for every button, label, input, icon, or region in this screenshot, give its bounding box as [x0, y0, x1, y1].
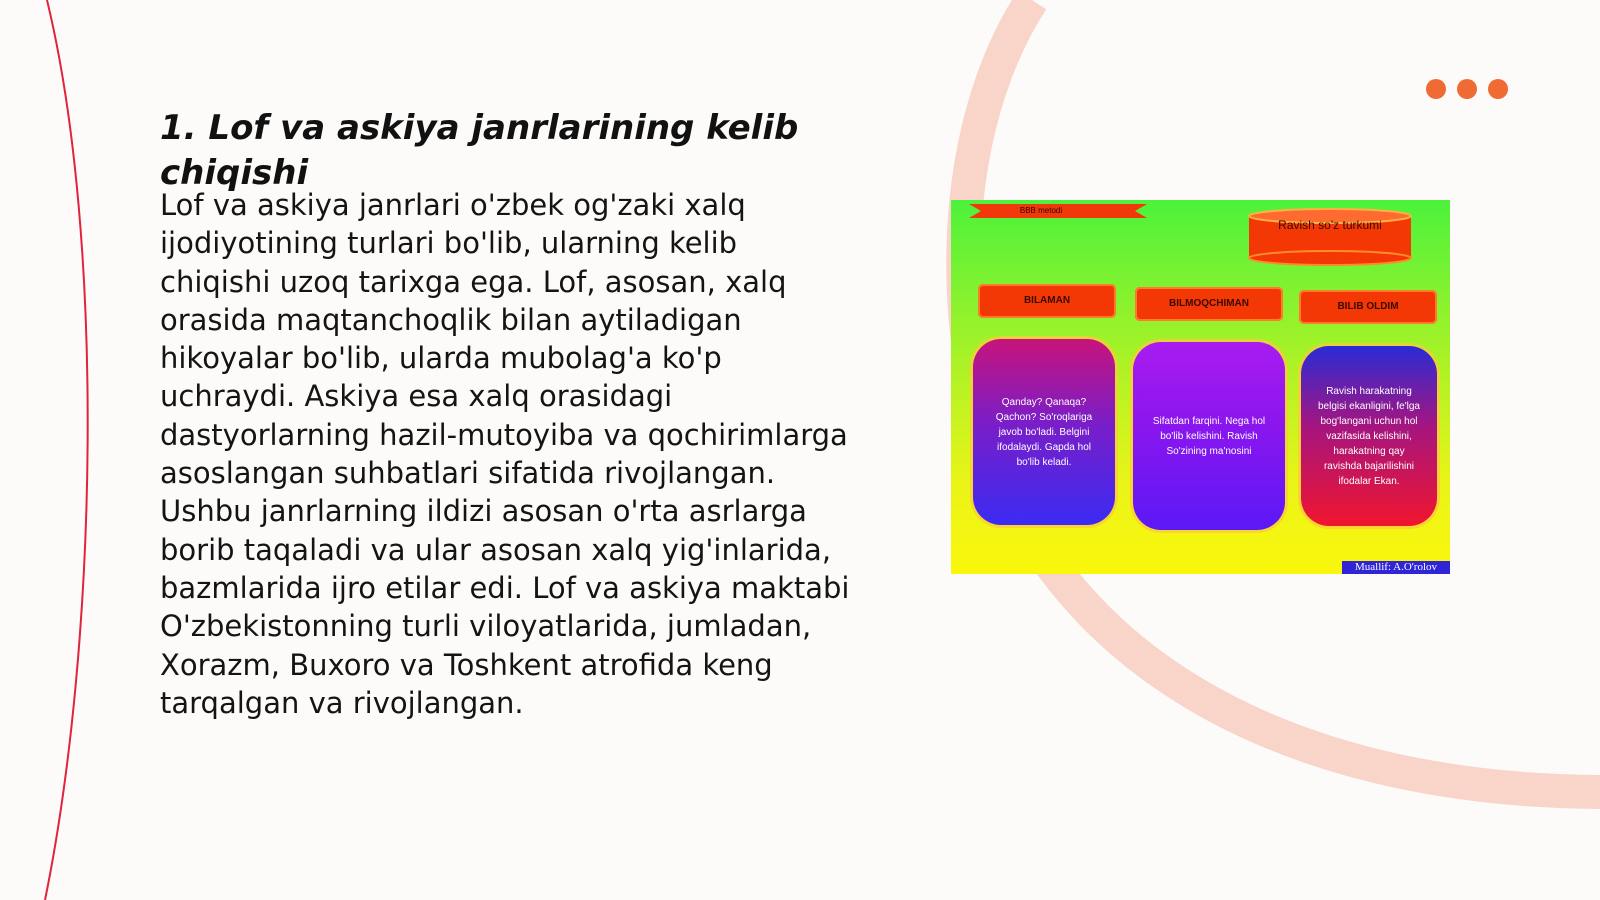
ribbon-label: BBB metodi	[1019, 206, 1063, 215]
dot-icon	[1457, 79, 1477, 99]
column-header-bilib-oldim: BILIB OLDIM	[1299, 290, 1437, 324]
slide-title: 1. Lof va askiya janrlarining kelib chiqishi	[160, 108, 799, 193]
column-header-bilmoqchiman: BILMOQCHIMAN	[1135, 287, 1283, 321]
decorative-dots	[1426, 79, 1508, 99]
dot-icon	[1426, 79, 1446, 99]
column-card-bilmoqchiman: Sifatdan farqini. Nega hol bo'lib kelishini. Ravish So'zining ma'nosini	[1133, 342, 1285, 530]
column-card-bilib-oldim: Ravish harakatning belgisi ekanligini, fe'lga bog'langani uchun hol vazifasida kelishini, harakatning qay ravishda bajarilishini ifodalar Ekan.	[1301, 346, 1437, 526]
author-label: Muallif: A.O'rolov	[1342, 561, 1450, 574]
bbb-method-picture	[951, 200, 1450, 574]
slide-body-text: Lof va askiya janrlari o'zbek og'zaki xalq ijodiyotining turlari bo'lib, ularning kelib chiqishi uzoq tarixga ega. Lof, asosan, xalq orasida maqtanchoqlik bilan aytiladigan hikoyalar bo'lib, ularda mubolag'a ko'p uchraydi. Askiya esa xalq orasidagi dastyorlarning hazil-mutoyiba va qochirimlarga asoslangan suhbatlari sifatida rivojlangan. Ushbu janrlarning ildizi asosan o'rta asrlarga borib taqaladi va ular asosan xalq yig'inlarida, bazmlarida ijro etilar edi. Lof va askiya maktabi O'zbekistonning turli viloyatlarida, jumladan, Xorazm, Buxoro va Toshkent atrofida keng tarqalgan va rivojlangan.	[160, 188, 850, 720]
drum-label: Ravish so'z turkumi	[1278, 218, 1382, 232]
column-card-bilaman: Qanday? Qanaqa? Qachon? So'roqlariga javob bo'ladi. Belgini ifodalaydi. Gapda hol bo'lib keladi.	[973, 339, 1115, 525]
column-header-bilaman: BILAMAN	[978, 284, 1116, 318]
left-accent-line	[45, 0, 88, 900]
dot-icon	[1488, 79, 1508, 99]
